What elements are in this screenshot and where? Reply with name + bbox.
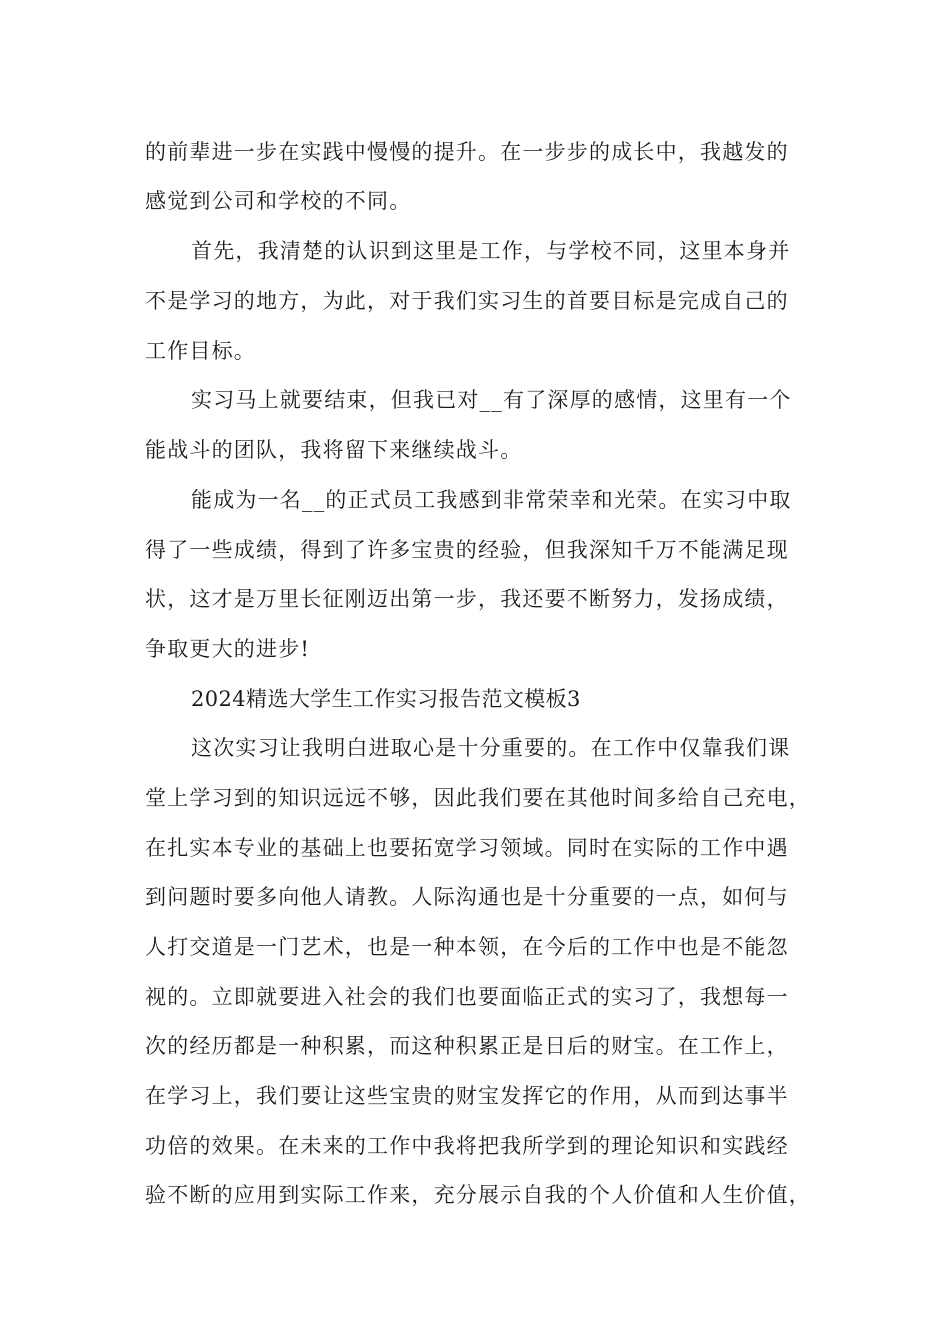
text-line: 次的经历都是一种积累，而这种积累正是日后的财宝。在工作上， xyxy=(145,1034,789,1058)
text-line: 这次实习让我明白进取心是十分重要的。在工作中仅靠我们课 xyxy=(191,736,791,760)
text-line: 在扎实本专业的基础上也要拓宽学习领域。同时在实际的工作中遇 xyxy=(145,836,789,860)
text-line: 堂上学习到的知识远远不够，因此我们要在其他时间多给自己充电， xyxy=(145,786,811,810)
text-line: 状，这才是万里长征刚迈出第一步，我还要不断努力，发扬成绩， xyxy=(145,587,789,611)
text-line: 实习马上就要结束，但我已对__有了深厚的感情，这里有一个 xyxy=(191,388,792,412)
text-line: 感觉到公司和学校的不同。 xyxy=(145,189,412,213)
section-heading: 2024精选大学生工作实习报告范文模板3 xyxy=(191,687,581,711)
text-line: 不是学习的地方，为此，对于我们实习生的首要目标是完成自己的 xyxy=(145,289,789,313)
text-line: 人打交道是一门艺术，也是一种本领，在今后的工作中也是不能忽 xyxy=(145,935,789,959)
text-line: 工作目标。 xyxy=(145,339,256,363)
text-line: 验不断的应用到实际工作来，充分展示自我的个人价值和人生价值， xyxy=(145,1183,811,1207)
text-line: 到问题时要多向他人请教。人际沟通也是十分重要的一点，如何与 xyxy=(145,885,789,909)
text-line: 得了一些成绩，得到了许多宝贵的经验，但我深知千万不能满足现 xyxy=(145,538,789,562)
text-line: 能战斗的团队，我将留下来继续战斗。 xyxy=(145,438,523,462)
text-line: 功倍的效果。在未来的工作中我将把我所学到的理论知识和实践经 xyxy=(145,1134,789,1158)
text-line: 在学习上，我们要让这些宝贵的财宝发挥它的作用，从而到达事半 xyxy=(145,1084,789,1108)
text-line: 首先，我清楚的认识到这里是工作，与学校不同，这里本身并 xyxy=(191,239,791,263)
text-line: 的前辈进一步在实践中慢慢的提升。在一步步的成长中，我越发的 xyxy=(145,140,789,164)
text-line: 视的。立即就要进入社会的我们也要面临正式的实习了，我想每一 xyxy=(145,985,789,1009)
text-line: 能成为一名__的正式员工我感到非常荣幸和光荣。在实习中取 xyxy=(191,488,792,512)
text-line: 争取更大的进步! xyxy=(145,637,311,661)
